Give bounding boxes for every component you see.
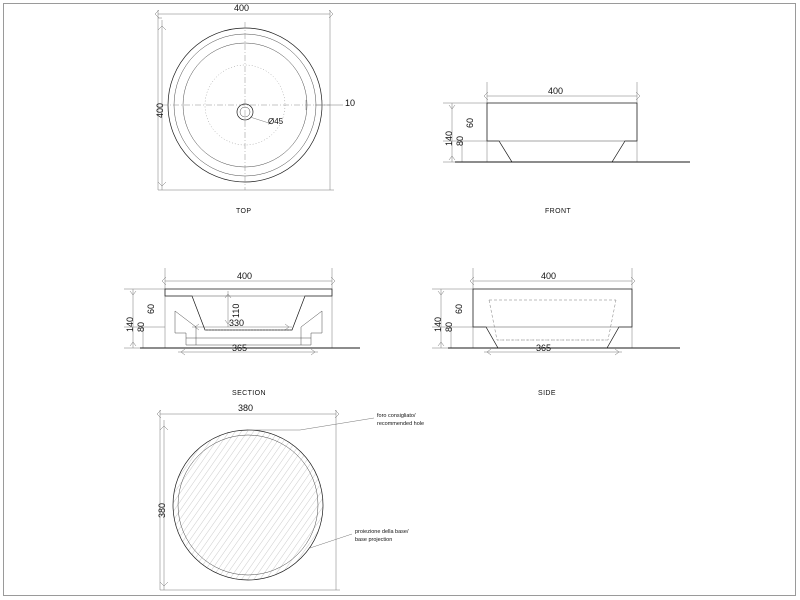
- base-plan-geometry: [157, 410, 374, 590]
- dim-section-base-width: 365: [232, 343, 248, 353]
- dim-side-base-height: 60: [454, 303, 464, 314]
- dim-front-bowl-height: 80: [455, 135, 465, 146]
- front-view-geometry: [443, 82, 690, 162]
- dim-section-total-height: 140: [125, 316, 135, 332]
- dim-side-width: 400: [541, 271, 557, 281]
- note-base-projection-line1: proiezione della base/: [355, 529, 409, 535]
- dim-side-base-width: 365: [536, 343, 552, 353]
- dim-base-height: 380: [157, 502, 167, 518]
- side-view-geometry: [432, 268, 680, 355]
- note-recommended-hole: [377, 412, 424, 429]
- dim-section-width: 400: [237, 271, 253, 281]
- view-label-front: FRONT: [545, 208, 572, 215]
- note-recommended-hole-line2: recommended hole: [377, 421, 425, 428]
- dim-top-width: 400: [234, 3, 250, 13]
- dim-front-width: 400: [548, 86, 564, 96]
- note-recommended-hole-line1: foro consigliato/: [377, 413, 416, 419]
- dim-top-hole: Ø45: [268, 117, 284, 126]
- view-label-side: SIDE: [538, 390, 556, 397]
- dim-section-base-height: 60: [146, 303, 156, 314]
- dim-side-bowl-height: 80: [444, 321, 454, 332]
- top-view-geometry: [155, 10, 343, 190]
- dim-front-total-height: 140: [444, 130, 454, 146]
- dim-section-inner-width: 330: [229, 318, 245, 328]
- dim-base-width: 380: [238, 403, 254, 413]
- dim-side-total-height: 140: [433, 316, 443, 332]
- note-base-projection-line2: base projection: [355, 537, 393, 544]
- dim-top-height: 400: [155, 102, 165, 118]
- dim-section-inner-depth: 110: [231, 303, 241, 318]
- view-label-top: TOP: [236, 208, 252, 215]
- view-label-section: SECTION: [232, 390, 266, 397]
- note-base-projection: [355, 528, 409, 545]
- dim-top-rim: 10: [345, 98, 356, 108]
- dim-section-bowl-height: 80: [136, 321, 146, 332]
- section-view-geometry: [124, 268, 360, 355]
- dim-front-base-height: 60: [465, 117, 475, 128]
